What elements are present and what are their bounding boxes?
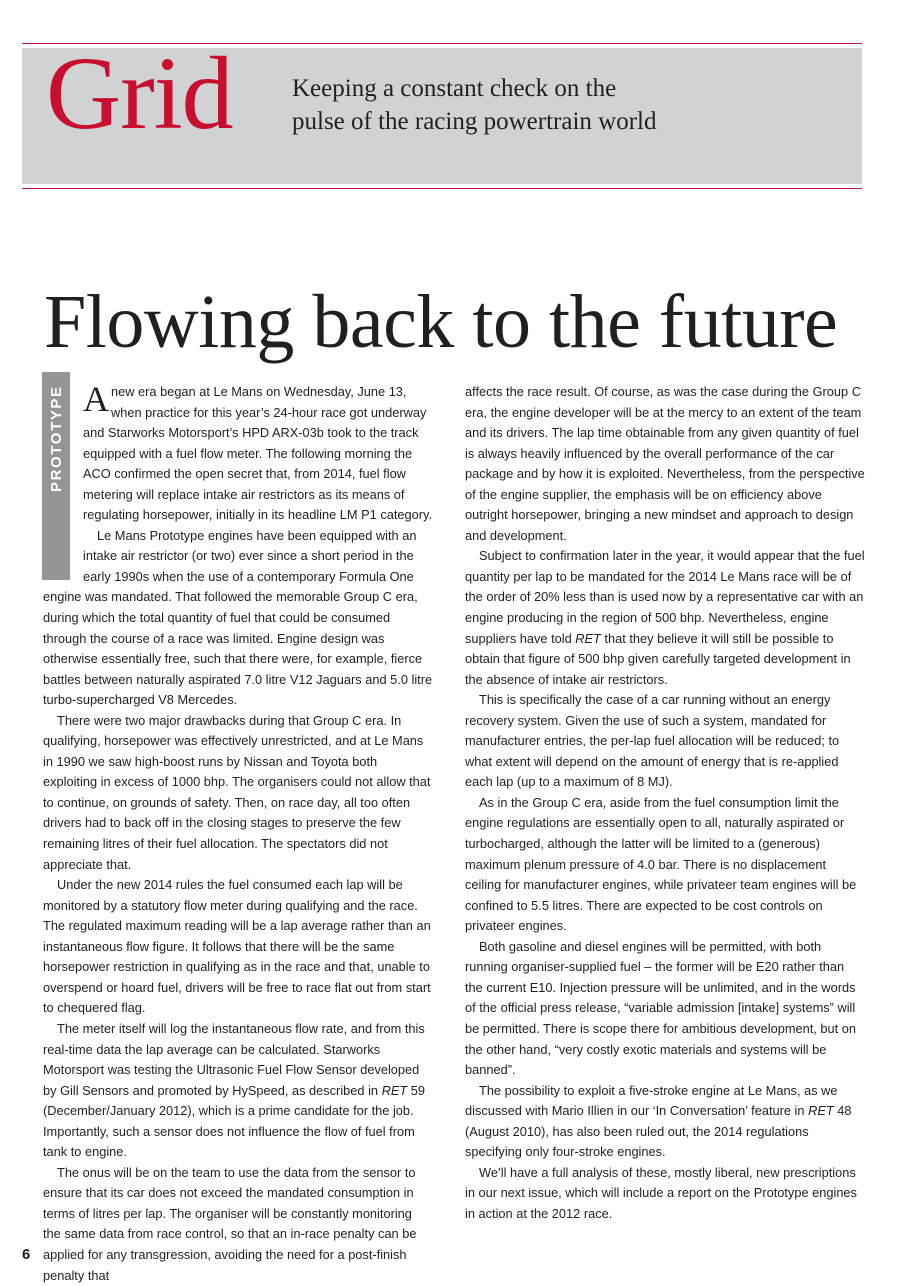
paragraph: As in the Group C era, aside from the fuel consumption limit the engine regulations are essentially open to all, naturally aspirated or turbocharged, although the latter will be limited to a (generous) maximum plenum pressure of 4.0 bar. There is no displacement ceiling for manufacturer engines, while privateer team engines will be confined to 5.5 litres. There are expected to be cost controls on privateer engines.: [465, 794, 857, 934]
ret-italic: RET: [808, 1103, 834, 1119]
section-tagline: [292, 72, 812, 138]
article-headline: Flowing back to the future: [44, 280, 838, 364]
paragraph: The possibility to exploit a five-stroke engine at Le Mans, as we discussed with Mario Illien in our ‘In Conversation’ feature in RET 48 (August 2010), has also been ruled out, the 2014 regulations specifying only four-stroke engines.: [465, 1082, 852, 1160]
paragraph: Both gasoline and diesel engines will be permitted, with both running organiser-supplied fuel – the former will be E20 rather than the current E10. Injection pressure will be unlimited, and in the words of the official press release, “variable admission [intake] systems” will be permitted. There is scope there for ambitious development, but on the other hand, “very costly exotic materials and systems will be banned”.: [465, 938, 856, 1078]
paragraph: This is specifically the case of a car running without an energy recovery system. Given the use of such a system, mandated for manufacturer entries, the per-lap fuel allocation will be reduced; to what extent will depend on the amount of energy that is re-applied each lap (up to a maximum of 8 MJ).: [465, 692, 840, 790]
left-column: [43, 379, 433, 1286]
section-title-grid: Grid: [46, 36, 233, 151]
ret-italic: RET: [381, 1082, 408, 1098]
paragraph: Under the new 2014 rules the fuel consumed each lap will be monitored by a statutory flow meter during qualifying and the race. The regulated maximum reading will be a lap average rather than an instantaneous flow figure. It follows that there will be the same horsepower restriction in qualifying as in the race and that, unable to overspend or hoard fuel, drivers will be free to race flat out from start to chequered flag.: [43, 877, 431, 1016]
tagline-line-2: pulse of the racing powertrain world: [292, 108, 657, 135]
paragraph: Anew era began at Le Mans on Wednesday, June 13, when practice for this year’s 24-hour race got underway and Starworks Motorsport’s HPD ARX-03b took to the track equipped with a fuel flow meter. The following morning the ACO confirmed the open secret that, from 2014, fuel flow metering will replace intake air restrictors as its means of regulating horsepower, initially in its headline LM P1 category.: [83, 379, 433, 523]
drop-cap: A: [83, 379, 109, 419]
paragraph: There were two major drawbacks during that Group C era. In qualifying, horsepower was effectively unrestricted, and at Le Mans in 1990 we saw high-boost runs by Nissan and Toyota both exploiting in excess of 1000 bhp. The organisers could not allow that to continue, on grounds of safety. Then, on race day, all too often drivers had to back off in the closing stages to preserve the few remaining litres of their fuel allocation. The spectators did not appreciate that.: [43, 712, 431, 872]
tagline-line-1: Keeping a constant check on the: [292, 75, 617, 102]
paragraph: We’ll have a full analysis of these, mostly liberal, new prescriptions in our next issue, which will include a report on the Prototype engines in action at the 2012 race.: [465, 1164, 857, 1221]
paragraph: Subject to confirmation later in the year, it would appear that the fuel quantity per lap to be mandated for the 2014 Le Mans race will be of the order of 20% less than is used now by a representative car with an engine producing in the region of 500 bhp. Nevertheless, engine suppliers have told RET that they believe it will still be possible to obtain that figure of 500 bhp given carefully targeted development in the absence of intake air restrictors.: [465, 548, 865, 687]
section-banner: [22, 36, 862, 184]
paragraph: affects the race result. Of course, as was the case during the Group C era, the engine developer will be at the mercy to an extent of the team and its drivers. The lap time obtainable from any given quantity of fuel is always heavily influenced by the overall performance of the car package and by how it is exploited. Nevertheless, from the perspective of the engine supplier, the emphasis will be on efficiency above outright horsepower, bringing a new mindset and approach to design and development.: [465, 384, 865, 543]
bottom-red-rule: [22, 188, 862, 189]
page-number: 6: [22, 1246, 31, 1263]
right-column: [465, 382, 865, 1224]
tab-wrap-spacer: [43, 382, 83, 587]
paragraph: The meter itself will log the instantaneous flow rate, and from this real-time data the lap average can be calculated. Starworks Motorsport was testing the Ultrasonic Fuel Flow Sensor developed by Gill Sensors and promoted by HySpeed, as described in RET 59 (December/January 2012), which is a prime candidate for the job. Importantly, such a sensor does not influence the flow of fuel from tank to engine.: [43, 1020, 425, 1160]
paragraph: The onus will be on the team to use the data from the sensor to ensure that its car does not exceed the mandated consumption in terms of litres per lap. The organiser will be constantly monitoring the same data from race control, so that an in-race penalty can be applied for any transgression, avoiding the need for a post-finish penalty that: [43, 1164, 417, 1283]
category-label: PROTOTYPE: [48, 385, 65, 492]
paragraph: Le Mans Prototype engines have been equipped with an intake air restrictor (or two) ever since a short period in the early 1990s when the use of a contemporary Formula One engine was mandated. That followed the memorable Group C era, during which the total quantity of fuel that could be consumed through the course of a race was limited. Engine design was otherwise essentially free, such that there were, for example, fierce battles between naturally aspirated 7.0 litre V12 Jaguars and 5.0 litre turbo-supercharged V8 Mercedes.: [43, 527, 433, 708]
ret-italic: RET: [575, 630, 601, 646]
